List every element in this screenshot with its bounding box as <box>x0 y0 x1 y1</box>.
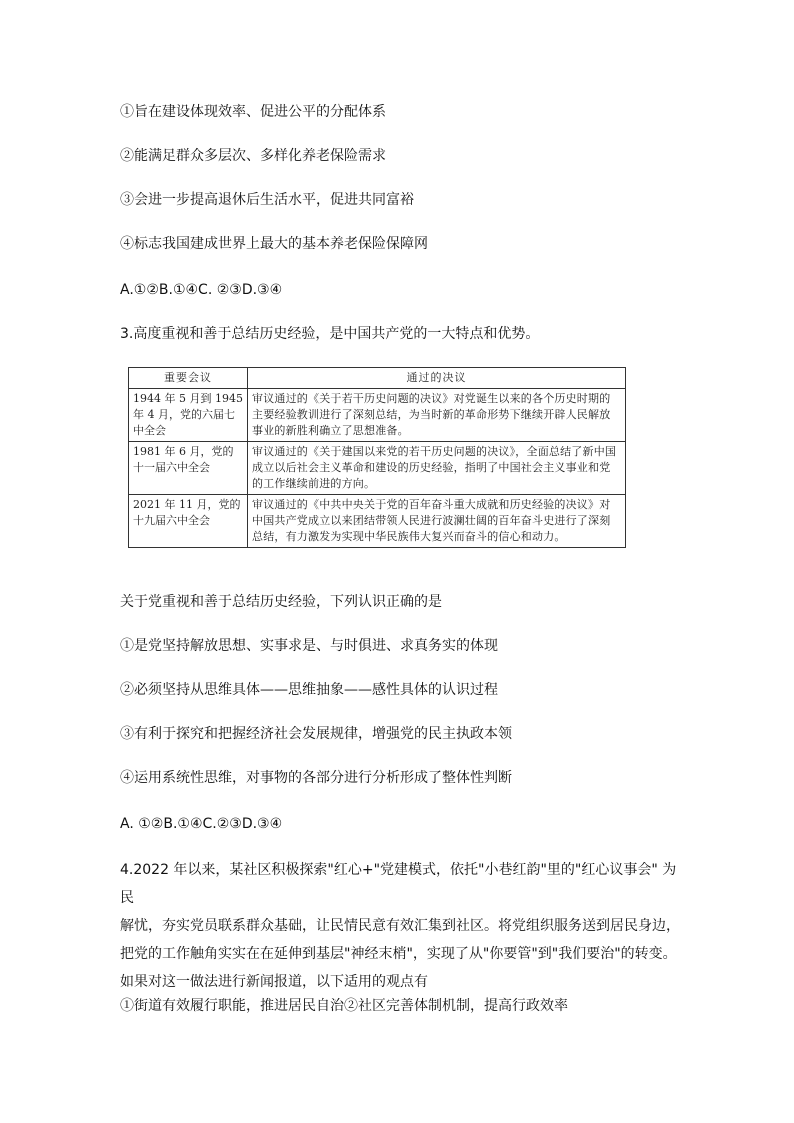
q2-option-1: ①旨在建设体现效率、促进公平的分配体系 <box>120 104 386 120</box>
q4-paragraph-line: 解忧，夯实党员联系群众基础，让民情民意有效汇集到社区。将党组织服务送到居民身边， <box>120 918 680 934</box>
q2-choices: A.①②B.①④C. ②③D.③④ <box>120 282 283 298</box>
q2-option-3: ③会进一步提高退休后生活水平，促进共同富裕 <box>120 192 414 208</box>
q3-option-4: ④运用系统性思维，对事物的各部分进行分析形成了整体性判断 <box>120 770 512 786</box>
table-cell-meeting: 1981 年 6 月，党的十一届六中全会 <box>129 442 248 495</box>
table-cell-meeting: 1944 年 5 月到 1945 年 4 月，党的六届七中全会 <box>129 389 248 442</box>
q3-option-1: ①是党坚持解放思想、实事求是、与时俱进、求真务实的体现 <box>120 638 498 654</box>
q3-option-3: ③有利于探究和把握经济社会发展规律，增强党的民主执政本领 <box>120 726 512 742</box>
q2-option-4: ④标志我国建成世界上最大的基本养老保险保障网 <box>120 236 428 252</box>
table-header-meeting: 重要会议 <box>129 368 248 389</box>
q3-choices: A. ①②B.①④C.②③D.③④ <box>120 816 283 832</box>
table-cell-resolution: 审议通过的《关于若干历史问题的决议》对党诞生以来的各个历史时期的主要经验教训进行了深刻总结，为当时新的革命形势下继续开辟人民解放事业的新胜利确立了思想准备。 <box>248 389 626 442</box>
q4-paragraph-line: 如果对这一做法进行新闻报道，以下适用的观点有 <box>120 974 428 990</box>
table-cell-resolution: 审议通过的《关于建国以来党的若干历史问题的决议》，全面总结了新中国成立以后社会主义革命和建设的历史经验，指明了中国社会主义事业和党的工作继续前进的方向。 <box>248 442 626 495</box>
q4-paragraph <box>120 856 680 996</box>
table-row <box>129 442 626 495</box>
q3-option-2: ②必须坚持从思维具体——思维抽象——感性具体的认识过程 <box>120 682 498 698</box>
q3-stem: 关于党重视和善于总结历史经验，下列认识正确的是 <box>120 594 442 610</box>
q4-paragraph-line: 4.2022 年以来，某社区积极探索"红心+"党建模式，依托"小巷红韵"里的"红心议事会" 为民 <box>120 862 677 906</box>
q2-option-2: ②能满足群众多层次、多样化养老保险需求 <box>120 148 386 164</box>
table-header-resolution: 通过的决议 <box>248 368 626 389</box>
table-row <box>129 389 626 442</box>
table-header-row <box>129 368 626 389</box>
q4-option-line: ①街道有效履行职能，推进居民自治②社区完善体制机制，提高行政效率 <box>120 998 568 1014</box>
q4-paragraph-line: 把党的工作触角实实在在延伸到基层"神经末梢"，实现了从"你要管"到"我们要治"的转变。 <box>120 946 677 962</box>
decisions-table <box>128 367 626 548</box>
q3-title: 3.高度重视和善于总结历史经验，是中国共产党的一大特点和优势。 <box>120 326 540 342</box>
table-cell-meeting: 2021 年 11 月，党的十九届六中全会 <box>129 495 248 548</box>
table-cell-resolution: 审议通过的《中共中央关于党的百年奋斗重大成就和历史经验的决议》对中国共产党成立以来团结带领人民进行波澜壮阔的百年奋斗史进行了深刻总结，有力激发为实现中华民族伟大复兴而奋斗的信心和动力。 <box>248 495 626 548</box>
table-row <box>129 495 626 548</box>
